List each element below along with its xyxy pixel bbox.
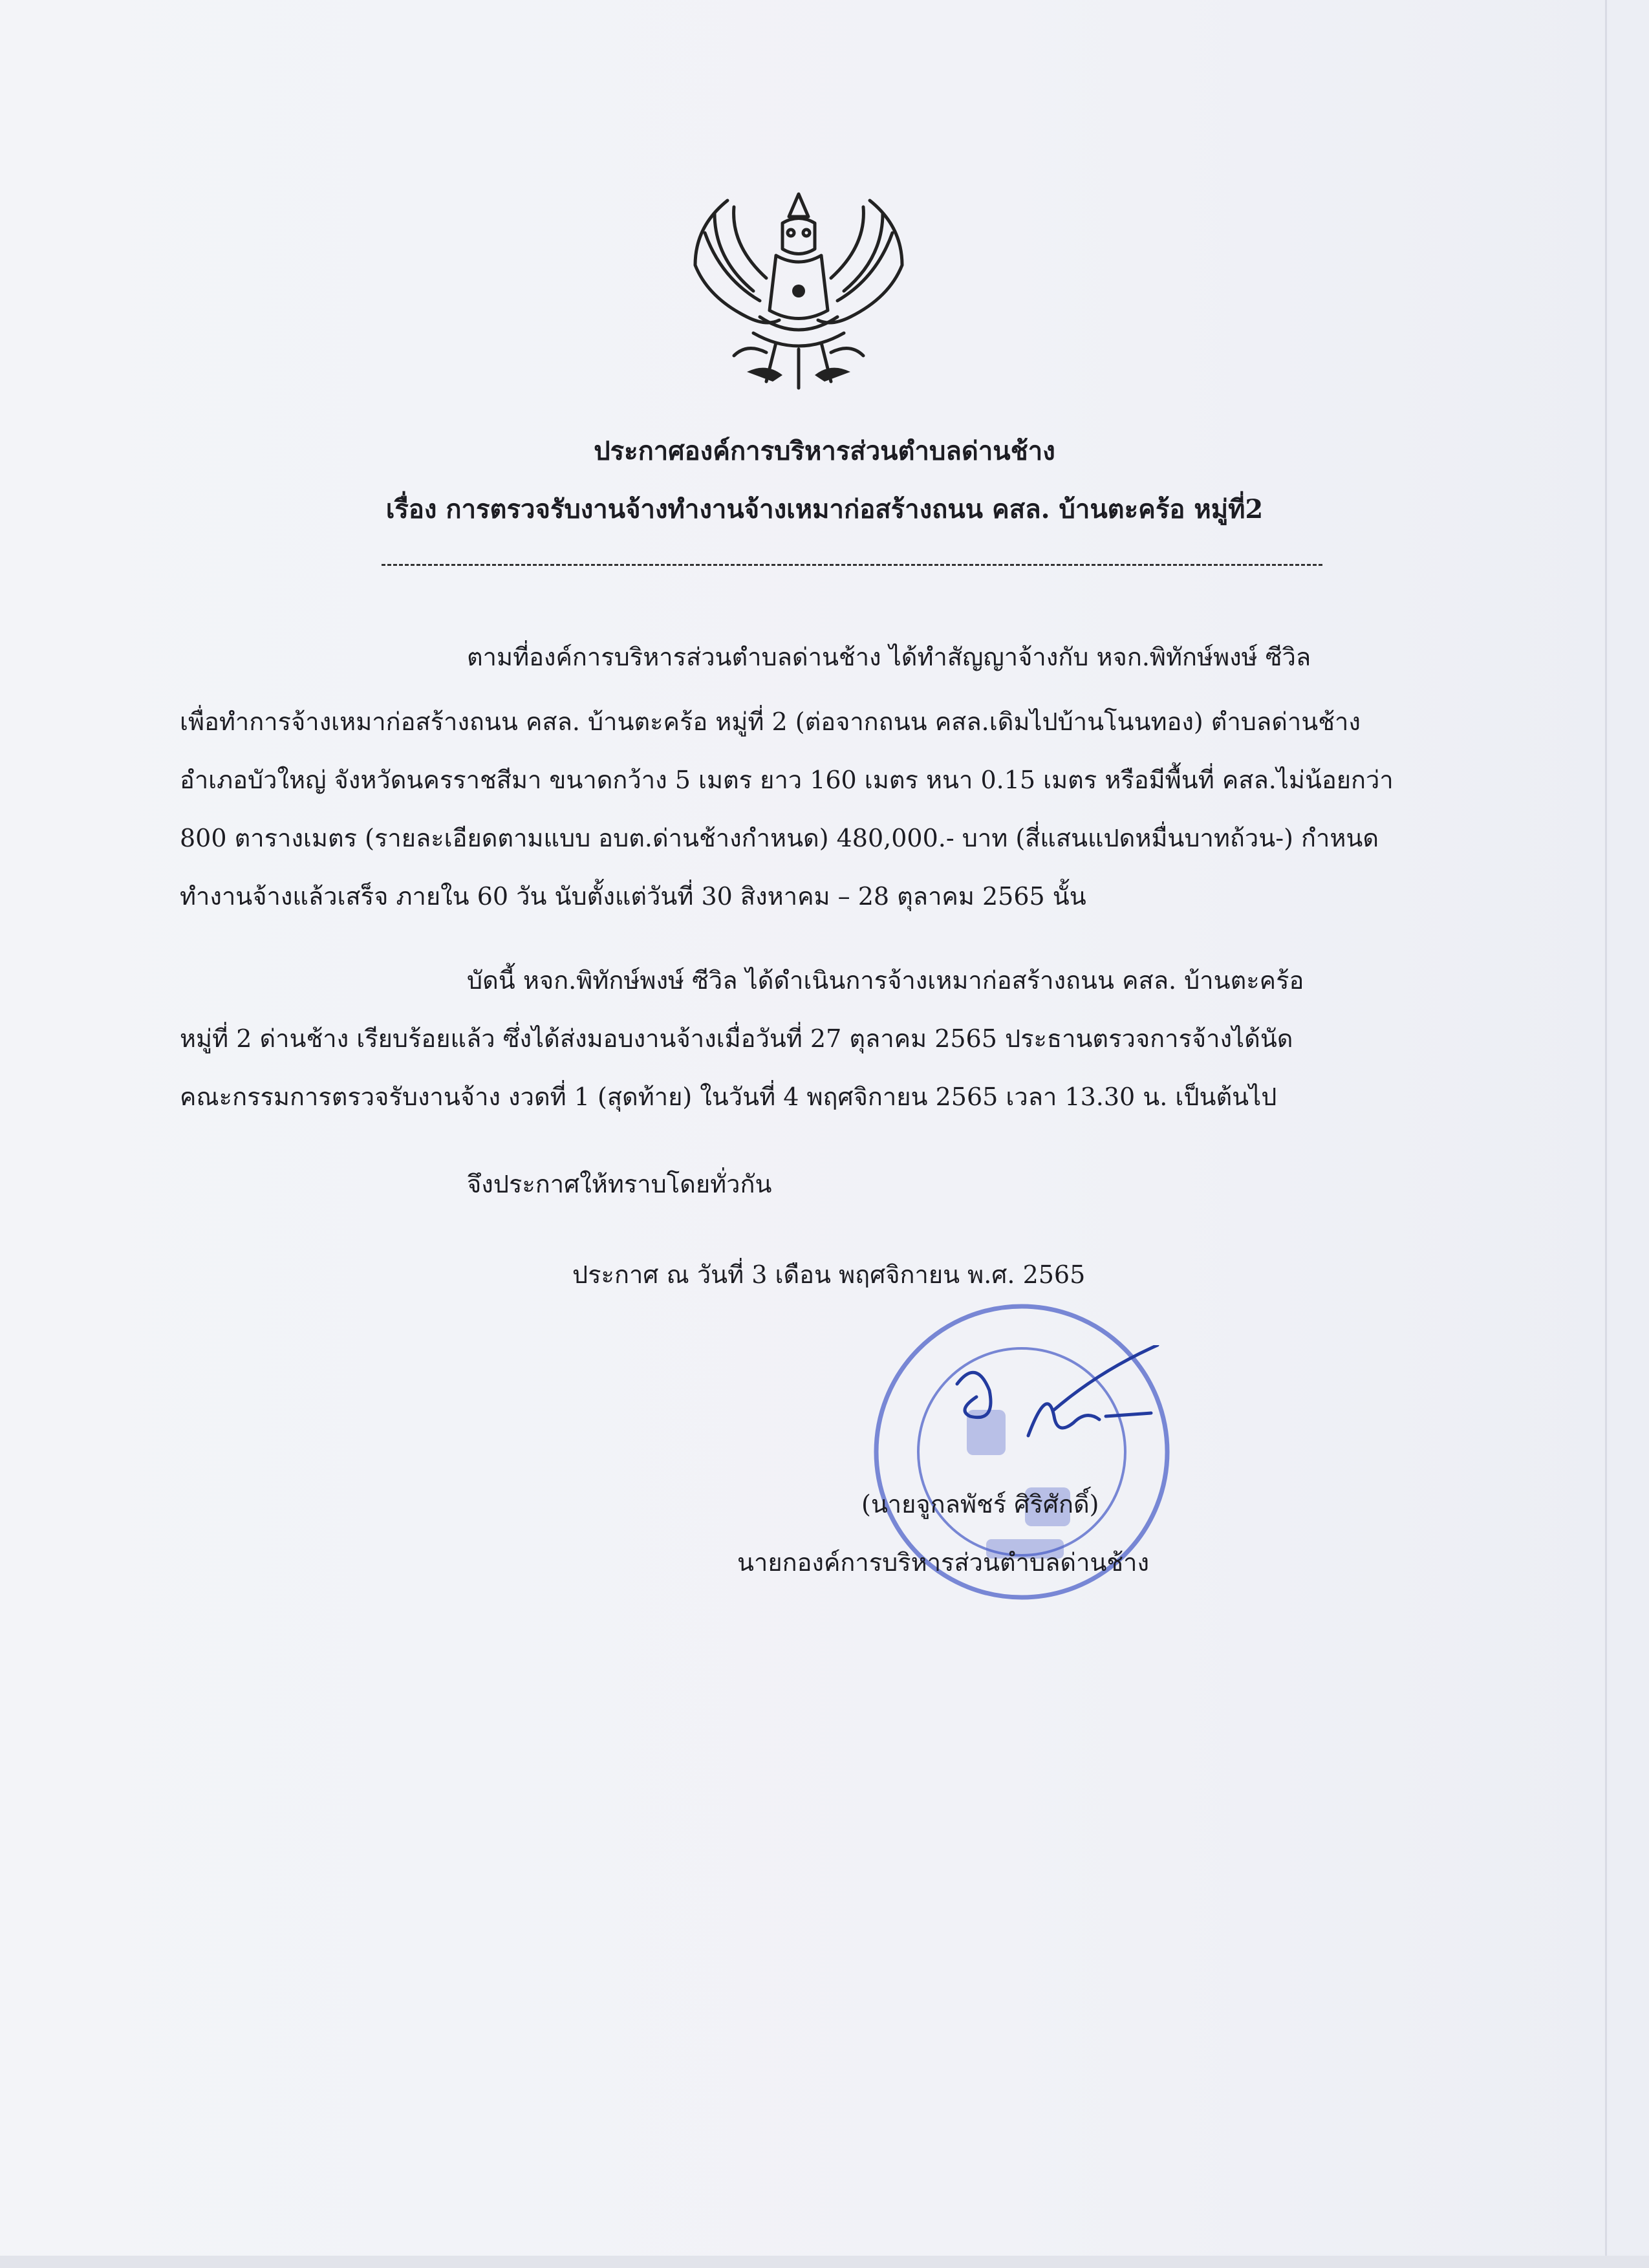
signature bbox=[951, 1345, 1164, 1462]
garuda-emblem-icon bbox=[669, 188, 928, 394]
announcement-date: ประกาศ ณ วันที่ 3 เดือน พฤศจิกายน พ.ศ. 2565 bbox=[572, 1260, 1086, 1289]
paragraph-2-line: คณะกรรมการตรวจรับงานจ้าง งวดที่ 1 (สุดท้าย) ในวันที่ 4 พฤศจิกายน 2565 เวลา 13.30 น. เป็นต้นไป bbox=[180, 1083, 1277, 1111]
paper-edge-right bbox=[1605, 0, 1607, 2268]
paragraph-1-line: อำเภอบัวใหญ่ จังหวัดนครราชสีมา ขนาดกว้าง 5 เมตร ยาว 160 เมตร หนา 0.15 เมตร หรือมีพื้นที่ คสล.ไม่น้อยกว่า bbox=[180, 766, 1394, 794]
paragraph-1-line: เพื่อทำการจ้างเหมาก่อสร้างถนน คสล. บ้านตะคร้อ หมู่ที่ 2 (ต่อจากถนน คสล.เดิมไปบ้านโนนทอง) ตำบลด่านช้าง bbox=[180, 707, 1361, 736]
document-title: ประกาศองค์การบริหารส่วนตำบลด่านช้าง bbox=[594, 436, 1055, 466]
closing-statement: จึงประกาศให้ทราบโดยทั่วกัน bbox=[467, 1170, 772, 1198]
signer-name: (นายจูกลพัชร์ ศิริศักดิ์) bbox=[861, 1490, 1099, 1518]
paragraph-2-line: บัดนี้ หจก.พิทักษ์พงษ์ ซีวิล ได้ดำเนินการจ้างเหมาก่อสร้างถนน คสล. บ้านตะคร้อ bbox=[467, 966, 1304, 995]
paragraph-1-line: ตามที่องค์การบริหารส่วนตำบลด่านช้าง ได้ทำสัญญาจ้างกับ หจก.พิทักษ์พงษ์ ซีวิล bbox=[467, 643, 1311, 671]
document-subject: เรื่อง การตรวจรับงานจ้างทำงานจ้างเหมาก่อสร้างถนน คสล. บ้านตะคร้อ หมู่ที่2 bbox=[385, 494, 1264, 524]
paragraph-1-line: 800 ตารางเมตร (รายละเอียดตามแบบ อบต.ด่านช้างกำหนด) 480,000.- บาท (สี่แสนแปดหมื่นบาทถ้วน-) กำหนด bbox=[180, 824, 1379, 852]
signer-position: นายกองค์การบริหารส่วนตำบลด่านช้าง bbox=[737, 1548, 1150, 1577]
dashed-divider bbox=[382, 564, 1322, 566]
paragraph-2-line: หมู่ที่ 2 ด่านช้าง เรียบร้อยแล้ว ซึ่งได้ส่งมอบงานจ้างเมื่อวันที่ 27 ตุลาคม 2565 ประธานตรวจการจ้างได้นัด bbox=[180, 1024, 1293, 1053]
paragraph-1-line: ทำงานจ้างแล้วเสร็จ ภายใน 60 วัน นับตั้งแต่วันที่ 30 สิงหาคม – 28 ตุลาคม 2565 นั้น bbox=[180, 882, 1086, 911]
paper-edge-bottom bbox=[0, 2256, 1649, 2268]
